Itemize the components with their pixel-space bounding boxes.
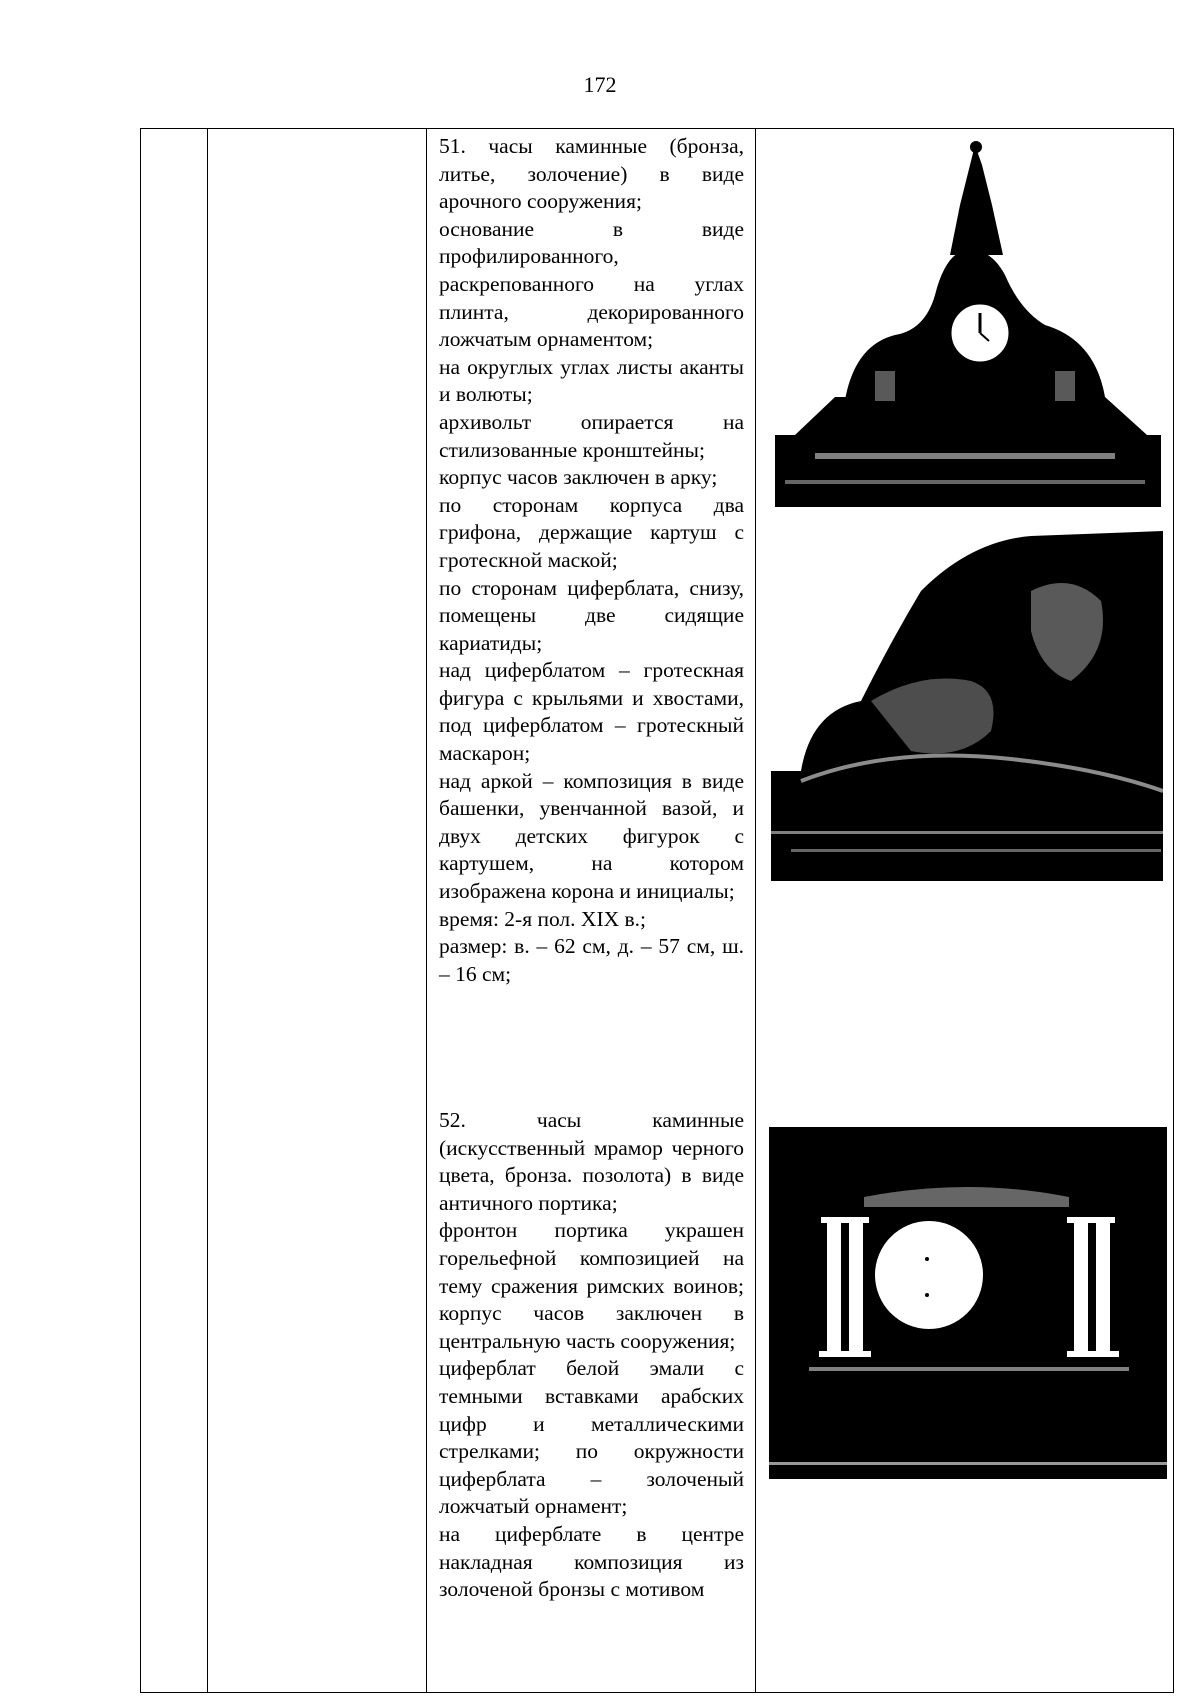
description-line: размер: в. – 62 см, д. – 57 см, ш. – 16 см; xyxy=(439,934,744,986)
column-divider xyxy=(426,129,427,1692)
description-line: основание в виде профилированного, раскрепованного на углах плинта, декорированного ложчатым орнаментом; xyxy=(439,216,744,352)
description-line: фронтон портика украшен горельефной композицией на тему сражения римских воинов; корпус часов заключен в центральную часть сооружения; xyxy=(439,1218,744,1353)
description-line: 51. часы каминные (бронза, литье, золочение) в виде арочного сооружения; xyxy=(439,134,744,214)
entry-51-description xyxy=(439,133,744,988)
description-line: над циферблатом – гротескная фигура с крыльями и хвостами, под циферблатом – гротескный маскарон; xyxy=(439,658,744,766)
portico-clock-photo xyxy=(769,1127,1167,1479)
column-divider xyxy=(755,129,756,1692)
description-line: архивольт опирается на стилизованные кронштейны; xyxy=(439,409,744,462)
description-line: 52. часы каминные (искусственный мрамор черного цвета, бронза. позолота) в виде античного портика; xyxy=(439,1108,744,1215)
mantel-clock-photo xyxy=(775,135,1161,507)
description-line: по сторонам корпуса два грифона, держащие картуш с гротескной маской; xyxy=(439,492,744,572)
description-line: по сторонам циферблата, снизу, помещены две сидящие кариатиды; xyxy=(439,575,744,655)
clock-detail-photo xyxy=(771,531,1163,881)
description-line: на циферблате в центре накладная композиция из золоченой бронзы с мотивом xyxy=(439,1521,744,1602)
description-line: над аркой – композиция в виде башенки, увенчанной вазой, и двух детских фигурок с картушем, на котором изображена корона и инициалы; xyxy=(439,768,744,904)
page-number: 172 xyxy=(583,72,617,97)
description-line: корпус часов заключен в арку; xyxy=(439,465,718,490)
description-line: время: 2-я пол. XIX в.; xyxy=(439,906,647,931)
inventory-table xyxy=(140,128,1174,1693)
description-line: на округлых углах листы аканты и волюты; xyxy=(439,354,744,407)
entry-52-description xyxy=(439,1107,744,1604)
description-line: циферблат белой эмали с темными вставками арабских цифр и металлическими стрелками; по окружности циферблата – золоченый ложчатый орнамент; xyxy=(439,1356,744,1519)
column-divider xyxy=(207,129,208,1692)
